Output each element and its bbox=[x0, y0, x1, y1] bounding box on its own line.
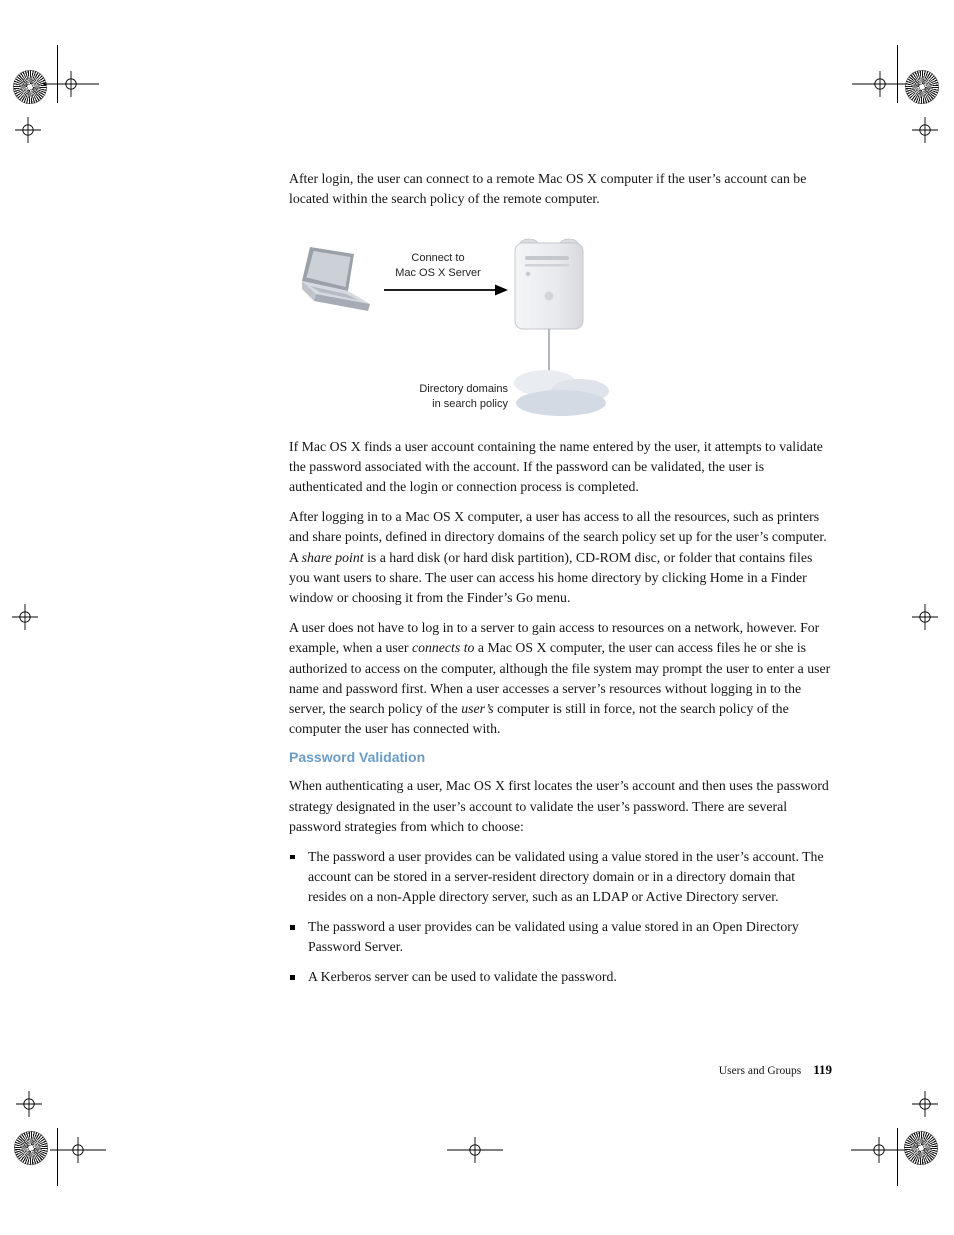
registration-mark-icon bbox=[12, 604, 38, 630]
bullet-text: The password a user provides can be validated using a value stored in the user’s account. The account can be stored in a server-resident directory domain or in a directory domain that resides on a non-Apple directory server, such as an LDAP or Active Directory server. bbox=[308, 848, 824, 905]
starburst-target-icon bbox=[14, 1131, 48, 1165]
paragraph-network bbox=[289, 618, 832, 740]
paragraph-resources-italic1: share point bbox=[301, 549, 364, 565]
paragraph-intro: After login, the user can connect to a remote Mac OS X computer if the user’s account can be located within the search policy of the remote computer. bbox=[289, 171, 807, 207]
registration-mark-icon bbox=[851, 1137, 907, 1163]
square-bullet-icon bbox=[290, 975, 295, 980]
footer-page-number: 119 bbox=[813, 1062, 832, 1077]
directory-domains-icon bbox=[514, 370, 609, 416]
footer-section-title: Users and Groups bbox=[718, 1065, 802, 1077]
square-bullet-icon bbox=[290, 925, 295, 930]
domains-label-line2: in search policy bbox=[432, 397, 508, 410]
bullet-text: The password a user provides can be validated using a value stored in an Open Directory Password Server. bbox=[308, 919, 799, 955]
list-item bbox=[289, 847, 832, 908]
registration-mark-icon bbox=[50, 1137, 106, 1163]
laptop-icon bbox=[302, 247, 370, 311]
connect-label-line2: Mac OS X Server bbox=[395, 266, 481, 279]
login-diagram bbox=[289, 233, 832, 428]
arrow-right-icon bbox=[384, 284, 508, 295]
domains-label-line1: Directory domains bbox=[419, 382, 508, 395]
paragraph-validation: If Mac OS X finds a user account containing the name entered by the user, it attempts to validate the password associated with the account. If the password can be validated, the user is authenticated and the login or connection process is completed. bbox=[289, 438, 823, 495]
registration-mark-icon bbox=[43, 71, 99, 97]
bullet-text: A Kerberos server can be used to validate the password. bbox=[308, 969, 617, 985]
registration-mark-icon bbox=[852, 71, 908, 97]
paragraph-network-seg1: A user does not have to log in to a server to gain access to resources on a network, however. For example, when a user bbox=[289, 619, 820, 656]
registration-mark-icon bbox=[15, 117, 41, 143]
registration-mark-icon bbox=[912, 1091, 938, 1117]
paragraph-strategies: When authenticating a user, Mac OS X first locates the user’s account and then uses the password strategy designated in the user’s account to validate the user’s password. There are several password strategies from which to choose: bbox=[289, 778, 829, 834]
paragraph-network-italic1: connects to bbox=[411, 640, 475, 656]
paragraph-resources-seg2: is a hard disk (or hard disk partition), CD-ROM disc, or folder that contains files you want users to share. The user can access his home directory by clicking Home in a Finder window or choosing it from the Finder’s Go menu. bbox=[289, 549, 813, 606]
paragraph-resources-seg1: After logging in to a Mac OS X computer, a user has access to all the resources, such as printers and share points, defined in directory domains of the search policy set up for the user’s computer. A bbox=[289, 508, 827, 565]
list-item bbox=[289, 917, 832, 958]
heading-password-validation: Password Validation bbox=[289, 749, 426, 766]
registration-mark-icon bbox=[447, 1137, 503, 1163]
server-tower-icon bbox=[515, 239, 583, 329]
text-column bbox=[289, 169, 832, 997]
page-footer bbox=[289, 1062, 832, 1078]
paragraph-network-seg2: a Mac OS X computer, the user can access files he or she is authorized to access on the computer, although the file system may prompt the user to enter a user name and password first. When a user accesses a server’s resources without logging in to the server, the search policy of the bbox=[289, 640, 831, 717]
paragraph-network-italic2: user’s bbox=[461, 701, 494, 717]
paragraph-resources bbox=[289, 507, 832, 608]
starburst-target-icon bbox=[13, 70, 47, 104]
registration-mark-icon bbox=[912, 117, 938, 143]
paragraph-network-seg3: computer is still in force, not the search policy of the computer the user has connected with. bbox=[289, 701, 789, 737]
list-item bbox=[289, 967, 832, 987]
login-diagram-canvas bbox=[289, 233, 629, 428]
registration-mark-icon bbox=[912, 604, 938, 630]
connect-label-line1: Connect to bbox=[411, 251, 465, 264]
starburst-target-icon bbox=[904, 1131, 938, 1165]
registration-mark-icon bbox=[16, 1091, 42, 1117]
starburst-target-icon bbox=[905, 70, 939, 104]
square-bullet-icon bbox=[290, 855, 295, 860]
